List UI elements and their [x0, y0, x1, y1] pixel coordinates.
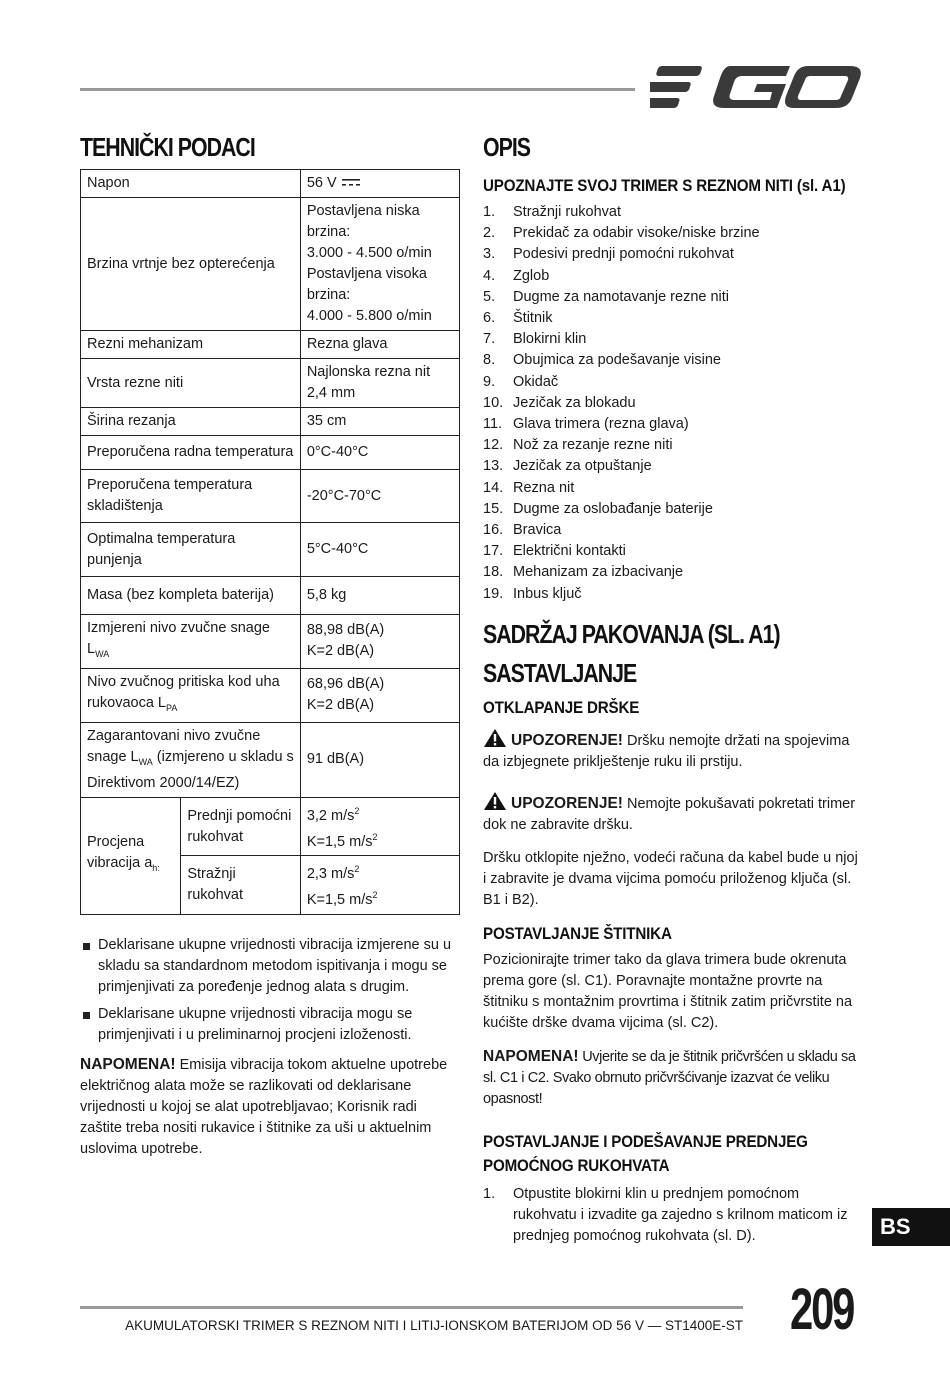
spec-label: Preporučena temperatura skladištenja: [81, 470, 301, 523]
spec-label: Masa (bez kompleta baterija): [81, 577, 301, 615]
spec-label: Širina rezanja: [81, 408, 301, 436]
unfold-instructions: Dršku otklopite nježno, vodeći računa da kabel bude u njoj i zabravite je dvama vijcima pomoću priloženog ključa (sl. B1 i B2).: [483, 849, 858, 908]
unfold-handle-heading: OTKLAPANJE DRŠKE: [483, 698, 640, 717]
table-row: [81, 577, 460, 615]
front-handle-heading: POSTAVLJANJE I PODEŠAVANJE PREDNJEG POMOĆNOG RUKOHVATA: [483, 1132, 808, 1175]
vibration-label: Procjena vibracija $a_{h:}$: [81, 797, 181, 914]
spec-value: 5,8 kg: [300, 577, 459, 615]
front-handle-step: 1. Otpustite blokirni klin u prednjem pomoćnom rukohvatu i izvadite ga zajedno s krilnom maticom iz prednjeg pomoćnog rukohvata (sl. D).: [483, 1185, 848, 1244]
list-item: 9. Okidač: [483, 373, 559, 390]
list-item: 2. Prekidač za odabir visoke/niske brzine: [483, 225, 760, 242]
spec-label: Preporučena radna temperatura: [81, 436, 301, 470]
list-item: 5. Dugme za namotavanje rezne niti: [483, 288, 730, 305]
list-item: Deklarisane ukupne vrijednosti vibracija izmjerene su u skladu sa standardnom metodom ispitivanja i mogu se primjenjivati za poređenje jednog alata s drugim.: [80, 935, 460, 998]
spec-label: Nivo zvučnog pritiska kod uha rukovaoca $L_{PA}$: [81, 668, 301, 722]
spec-label: Izmjereni nivo zvučne snage $L_{WA}$: [81, 615, 301, 669]
footer-title: AKUMULATORSKI TRIMER S REZNOM NITI I LITIJ-IONSKOM BATERIJOM OD 56 V — ST1400E-ST: [125, 1318, 743, 1333]
table-row: [81, 359, 460, 408]
spec-value: Najlonska rezna nit 2,4 mm: [300, 359, 459, 408]
table-row: [81, 408, 460, 436]
table-row: [81, 331, 460, 359]
spec-value: -20°C-70°C: [300, 470, 459, 523]
guard-note: NAPOMENA! Uvjerite se da je štitnik pričvršćen u skladu sa sl. C1 i C2. Svako obrnuto pričvršćivanje izazvat će veliku opasnost!: [483, 1047, 856, 1107]
list-item: 17. Električni kontakti: [483, 543, 626, 560]
list-item: 12. Nož za rezanje rezne niti: [483, 437, 673, 454]
spec-table: [80, 169, 460, 915]
parts-list: [483, 202, 865, 605]
vibration-rear-value: 2,3 $m/s^2$ K=1,5 $m/s^2$: [300, 856, 459, 915]
table-row: [81, 722, 460, 797]
warning-2: UPOZORENJE! Nemojte pokušavati pokretati trimer dok ne zabravite dršku.: [483, 791, 865, 836]
list-item: 18. Mehanizam za izbacivanje: [483, 564, 684, 581]
vibration-front-value: 3,2 $m/s^2$ K=1,5 $m/s^2$: [300, 797, 459, 856]
list-item: 16. Bravica: [483, 522, 562, 539]
spec-value: 56 V: [300, 170, 459, 198]
assembly-title: SASTAVLJANJE: [483, 657, 637, 688]
list-item: 15. Dugme za oslobađanje baterije: [483, 500, 713, 517]
list-item: 6. Štitnik: [483, 310, 553, 327]
list-item: 3. Podesivi prednji pomoćni rukohvat: [483, 246, 734, 263]
list-item: 14. Rezna nit: [483, 479, 575, 496]
list-item: 10. Jezičak za blokadu: [483, 394, 636, 411]
vibration-notes: [80, 935, 460, 1046]
spec-value: 35 cm: [300, 408, 459, 436]
left-column: [80, 132, 460, 1160]
list-item: 1. Stražnji rukohvat: [483, 204, 621, 220]
table-row: [81, 198, 460, 331]
spec-label: Vrsta rezne niti: [81, 359, 301, 408]
know-your-trimmer-heading: UPOZNAJTE SVOJ TRIMER S REZNOM NITI (sl. A1): [483, 177, 846, 195]
guard-instructions: Pozicionirajte trimer tako da glava trimera bude okrenuta prema gore (sl. C1). Poravnajte montažne provrte na štitniku s montažnim provrtima i štitnik zatim pričvrstite na kućište drške dvama vijcima (sl. C2).: [483, 951, 853, 1031]
right-column: [483, 132, 865, 1247]
spec-label: Optimalna temperatura punjenja: [81, 523, 301, 577]
description-title: OPIS: [483, 132, 531, 162]
spec-value: 5°C-40°C: [300, 523, 459, 577]
package-contents-title: SADRŽAJ PAKOVANJA (SL. A1): [483, 618, 780, 649]
page-number: 209: [790, 1277, 854, 1342]
list-item: 7. Blokirni klin: [483, 331, 587, 348]
spec-value: Rezna glava: [300, 331, 459, 359]
table-row: [81, 523, 460, 577]
table-row: [81, 797, 460, 856]
spec-value: 0°C-40°C: [300, 436, 459, 470]
spec-value: 91 dB(A): [300, 722, 459, 797]
spec-label: Zagarantovani nivo zvučne snage $L_{WA}$ (izmjereno u skladu s Direktivom 2000/14/EZ): [81, 722, 301, 797]
footer-rule: [80, 1306, 743, 1309]
warning-icon: [483, 728, 507, 748]
table-row: [81, 436, 460, 470]
spec-label: Napon: [81, 170, 301, 198]
vibration-rear-label: Stražnji rukohvat: [181, 856, 300, 915]
tech-data-title: TEHNIČKI PODACI: [80, 132, 255, 162]
table-row: [81, 470, 460, 523]
list-item: Deklarisane ukupne vrijednosti vibracija mogu se primjenjivati i u preliminarnoj procjeni izloženosti.: [80, 1004, 460, 1046]
warning-1: UPOZORENJE! Dršku nemojte držati na spojevima da izbjegnete priklještenje ruku ili prstiju.: [483, 728, 865, 773]
spec-value: 68,96 dB(A) K=2 dB(A): [300, 668, 459, 722]
list-item: 11. Glava trimera (rezna glava): [483, 416, 689, 433]
language-tab: BS: [872, 1208, 950, 1246]
header-rule: [80, 88, 635, 91]
warning-icon: [483, 791, 507, 811]
spec-value: 88,98 dB(A) K=2 dB(A): [300, 615, 459, 669]
spec-label: Brzina vrtnje bez opterećenja: [81, 198, 301, 331]
list-item: 13. Jezičak za otpuštanje: [483, 458, 652, 475]
vibration-note: NAPOMENA! Emisija vibracija tokom aktuelne upotrebe električnog alata može se razlikovati od deklarisane vrijednosti u kojoj se alat upotrebljavao; Korisnik radi zaštite treba nositi rukavice i štitnike za uši u aktuelnim uslovima upotrebe.: [80, 1055, 448, 1157]
vibration-front-label: Prednji pomoćni rukohvat: [181, 797, 300, 856]
dc-symbol-icon: [341, 178, 361, 188]
list-item: 8. Obujmica za podešavanje visine: [483, 352, 721, 369]
list-item: 19. Inbus ključ: [483, 585, 582, 602]
table-row: [81, 170, 460, 198]
guard-heading: POSTAVLJANJE ŠTITNIKA: [483, 924, 672, 943]
spec-label: Rezni mehanizam: [81, 331, 301, 359]
table-row: [81, 615, 460, 669]
spec-value: Postavljena niska brzina: 3.000 - 4.500 o/min Postavljena visoka brzina: 4.000 - 5.800 o/min: [300, 198, 459, 331]
list-item: 4. Zglob: [483, 267, 550, 284]
table-row: [81, 668, 460, 722]
ego-logo: [650, 62, 862, 112]
